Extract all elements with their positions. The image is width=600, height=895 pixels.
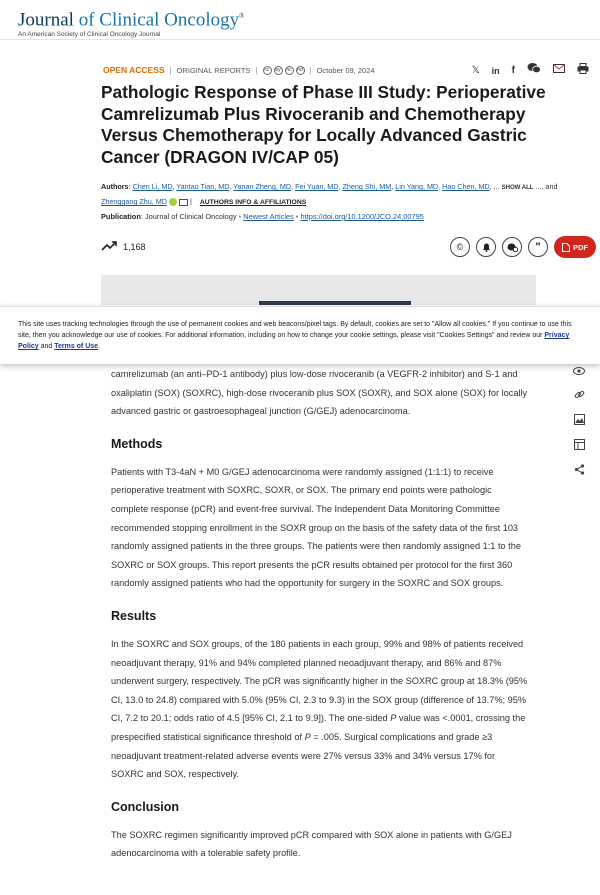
authors-affiliations-link[interactable]: AUTHORS INFO & AFFILIATIONS: [199, 199, 307, 206]
pdf-icon: [562, 243, 570, 252]
open-access-badge: OPEN ACCESS: [103, 65, 165, 75]
view-icon[interactable]: [573, 366, 585, 379]
publication-label: Publication: [101, 212, 141, 221]
conclusion-text: The SOXRC regimen significantly improved pCR compared with SOX alone in patients with G/GEJ adenocarcinoma with a tolerable safety profile.: [111, 829, 512, 859]
tables-icon[interactable]: [574, 439, 585, 454]
orcid-icon[interactable]: [169, 198, 177, 206]
share-icon[interactable]: [574, 464, 585, 479]
facebook-icon[interactable]: f: [511, 64, 515, 76]
metrics-count: 1,168: [123, 242, 146, 252]
author-link[interactable]: Chen Li, MD: [132, 182, 173, 191]
privacy-policy-link[interactable]: Privacy Policy: [18, 332, 570, 350]
by-icon: by: [275, 67, 281, 73]
license-icons[interactable]: [263, 66, 305, 75]
author-link[interactable]: Hao Chen, MD: [442, 182, 490, 191]
logo-subtitle: An American Society of Clinical Oncology Journal: [18, 31, 161, 39]
nd-icon: nd: [297, 67, 303, 73]
author-email-icon[interactable]: [179, 199, 188, 206]
doi-link[interactable]: https://doi.org/10.1200/JCO.24.00795: [300, 212, 424, 221]
cite-quote-icon[interactable]: ": [528, 237, 548, 257]
linkedin-icon[interactable]: in: [491, 65, 500, 76]
results-text: In the SOXRC and SOX groups, of the 180 patients in each group, 99% and 98% of patients received neoadjuvant therapy, 91% and 94% completed planned neoadjuvant therapy, and 86% and 87% underwent surgery, respectively. The pCR was significantly higher in the SOXRC group at 18.3% (95% CI, 13.0 to 24.8) compared with 5.0% (95% CI, 2.3 to 9.3) in the SOX group (difference of 13.7%; 95% CI, 7.2 to 20.1; odds ratio of 4.5 [95% CI, 2.1 to 9.9]). The one-sided P value was <.0001, crossing the prespecified statistical significance threshold of P = .005. Surgical complications and grade ≥3 neoadjuvant treatment-related adverse events were 27% versus 33% and 34% versus 17% for SOXRC and SOX, respectively.: [111, 638, 528, 780]
article-meta-row: OPEN ACCESS | ORIGINAL REPORTS | cc by nc nd | October 09, 2024 𝕏 in f: [103, 63, 593, 77]
authors-label: Authors: [101, 182, 129, 191]
email-icon[interactable]: [553, 64, 565, 78]
site-header: [0, 0, 600, 40]
figures-icon[interactable]: [574, 414, 585, 429]
copyright-permissions-icon[interactable]: ©: [450, 237, 470, 257]
link-icon[interactable]: [574, 389, 585, 404]
publication-date: October 09, 2024: [316, 65, 375, 75]
alert-bell-icon[interactable]: [476, 237, 496, 257]
track-citations-icon[interactable]: [502, 237, 522, 257]
share-toolbar: [472, 62, 589, 79]
abstract-body: [111, 365, 529, 863]
conclusion-heading: Conclusion: [111, 799, 180, 814]
article-metrics[interactable]: [101, 240, 146, 254]
wechat-icon[interactable]: [527, 62, 541, 79]
author-link[interactable]: Zheng Shi, MM: [342, 182, 392, 191]
journal-name: Journal of Clinical Oncology: [144, 212, 237, 221]
trending-icon: [101, 240, 117, 254]
show-all-authors-button[interactable]: SHOW ALL: [501, 185, 534, 191]
author-link[interactable]: Lin Yang, MD: [395, 182, 439, 191]
terms-of-use-link[interactable]: Terms of Use: [54, 343, 99, 350]
article-title: Pathologic Response of Phase III Study: Perioperative Camrelizumab Plus Rivoceranib and Chemotherapy Versus Chemotherapy for Locally Advanced Gastric Cancer (DRAGON IV/CAP 05): [101, 82, 546, 167]
print-icon[interactable]: [577, 63, 589, 79]
journal-logo[interactable]: [18, 6, 244, 38]
cc-icon: cc: [264, 67, 270, 73]
nc-icon: nc: [286, 67, 292, 73]
logo-title: Journal of Clinical Oncology®: [18, 9, 245, 31]
abstract-purpose-text: camrelizumab (an anti–PD-1 antibody) plus low-dose rivoceranib (a VEGFR-2 inhibitor) and S-1 and oxaliplatin (SOX) (SOXRC), high-dose rivoceranib plus SOX (SOXR), and SOX alone (SOX) for locally advanced gastric or gastroesophageal junction (G/GEJ) adenocarcinoma.: [111, 369, 528, 417]
author-link[interactable]: Fei Yuan, MD: [295, 182, 339, 191]
results-heading: Results: [111, 608, 157, 623]
author-link[interactable]: Yanan Zheng, MD: [233, 182, 292, 191]
methods-text: Patients with T3-4aN + M0 G/GEJ adenocarcinoma were randomly assigned (1:1:1) to receive perioperative treatment with SOXRC, SOXR, or SOX. The primary end points were pathologic complete response (pCR) and event-free survival. The Independent Data Monitoring Committee recommended stopping enrollment in the SOXR group on the basis of the safety data of the first 103 randomly assigned patients in the three groups. The patients were then randomly assigned 1:1 to the SOXRC or SOX groups. This report presents the pCR results obtained per protocol for the first 360 randomly assigned patients who had the opportunity for surgery in the SOXRC and SOX groups.: [111, 466, 521, 589]
methods-heading: Methods: [111, 436, 163, 451]
figure-dark-band: [259, 301, 411, 305]
article-actions: [450, 236, 596, 258]
author-link[interactable]: Yantao Tian, MD: [176, 182, 230, 191]
cookie-banner: This site uses tracking technologies through the use of permanent cookies and web beacons/pixel tags. By default, cookies are set to "Allow all cookies." If you continue to use this site, then you acknowledge our use of cookies. For additional information, including on how to change your cookie settings, please visit "Cookies Settings" and review our Privacy Policy and Terms of Use.: [0, 306, 600, 364]
newest-articles-link[interactable]: Newest Articles: [243, 212, 294, 221]
side-toolbar: [572, 366, 586, 479]
cookie-text: This site uses tracking technologies through the use of permanent cookies and web beacons/pixel tags. By default, cookies are set to "Allow all cookies." If you continue to use this site, then you acknowledge our use of cookies. For additional information, including on how to change your cookie settings, please visit "Cookies Settings" and review our: [18, 321, 572, 339]
authors-block: Authors: Chen Li, MD, Yantao Tian, MD, Yanan Zheng, MD, Fei Yuan, MD, Zheng Shi, MM, Lin Yang, MD, Hao Chen, MD, ... SHOW ALL ..., and Zhenggang Zhu, MD | AUTHORS INFO & AFFILIATIONS: [101, 182, 558, 206]
publication-line: Publication: Journal of Clinical Oncology • Newest Articles • https://doi.org/10.1200/JCO.24.00795: [101, 212, 424, 221]
figure-thumbnail-strip[interactable]: [101, 275, 536, 305]
author-link[interactable]: Zhenggang Zhu, MD: [101, 197, 167, 206]
x-icon[interactable]: 𝕏: [471, 64, 480, 76]
pdf-button[interactable]: PDF: [554, 236, 596, 258]
article-type: ORIGINAL REPORTS: [176, 65, 251, 75]
